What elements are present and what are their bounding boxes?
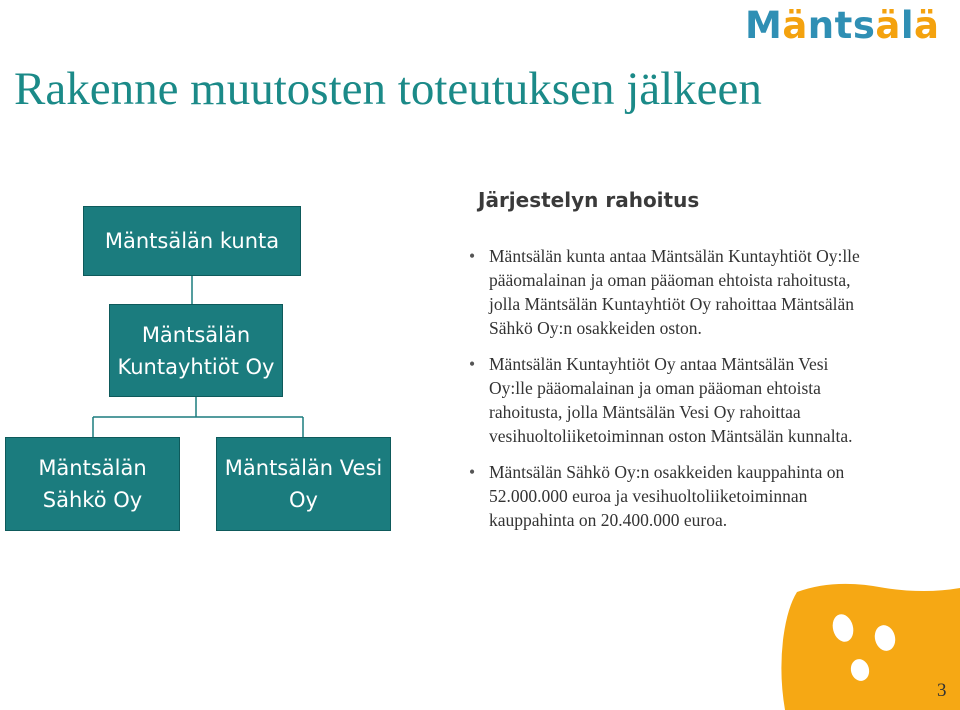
logo-letter: ä <box>782 4 808 47</box>
bullet-icon: • <box>469 462 476 482</box>
financing-bullet-list <box>466 244 946 544</box>
logo-letter: l <box>900 4 915 47</box>
logo-letter: M <box>745 4 783 47</box>
org-box-sahko <box>5 437 180 531</box>
org-box-label: Mäntsälän Kuntayhtiöt Oy <box>117 322 275 379</box>
logo-letter: ä <box>875 4 901 47</box>
org-box-mantsala-kunta <box>83 206 301 276</box>
bullet-icon: • <box>469 354 476 374</box>
list-item <box>466 244 946 340</box>
org-box-label: Mäntsälän kunta <box>104 229 280 253</box>
page-number: 3 <box>937 680 947 701</box>
mascot-body <box>781 584 960 710</box>
org-box-label: Mäntsälän Vesi Oy <box>224 456 383 512</box>
financing-heading: Järjestelyn rahoitus <box>478 188 700 212</box>
slide-title: Rakenne muutosten toteutuksen jälkeen <box>14 63 762 115</box>
logo-letter: ä <box>914 4 940 47</box>
mantsala-logo <box>745 4 939 47</box>
list-item <box>466 460 946 532</box>
bullet-text: Mäntsälän Kuntayhtiöt Oy antaa Mäntsälän Vesi Oy:lle pääomalainan ja oman pääoman ehtoista rahoitusta, jolla Mäntsälän Vesi Oy rahoittaa vesihuoltoliiketoiminnan oston Mäntsälän kunnalta. <box>489 354 853 446</box>
bullet-text: Mäntsälän kunta antaa Mäntsälän Kuntayhtiöt Oy:lle pääomalainan ja oman pääoman ehtoista rahoitusta, jolla Mäntsälän Kuntayhtiöt Oy rahoittaa Mäntsälän Sähkö Oy:n osakkeiden oston. <box>489 246 860 338</box>
logo-letter: nts <box>807 4 876 47</box>
bullet-text: Mäntsälän Sähkö Oy:n osakkeiden kauppahinta on 52.000.000 euroa ja vesihuoltoliiketoiminnan kauppahinta on 20.400.000 euroa. <box>489 462 845 530</box>
list-item <box>466 352 946 448</box>
mascot-figure <box>775 580 960 710</box>
org-box-label: Mäntsälän Sähkö Oy <box>38 456 147 512</box>
bullet-icon: • <box>469 246 476 266</box>
org-box-vesi <box>216 437 391 531</box>
org-box-kuntayhtiot <box>109 304 283 397</box>
